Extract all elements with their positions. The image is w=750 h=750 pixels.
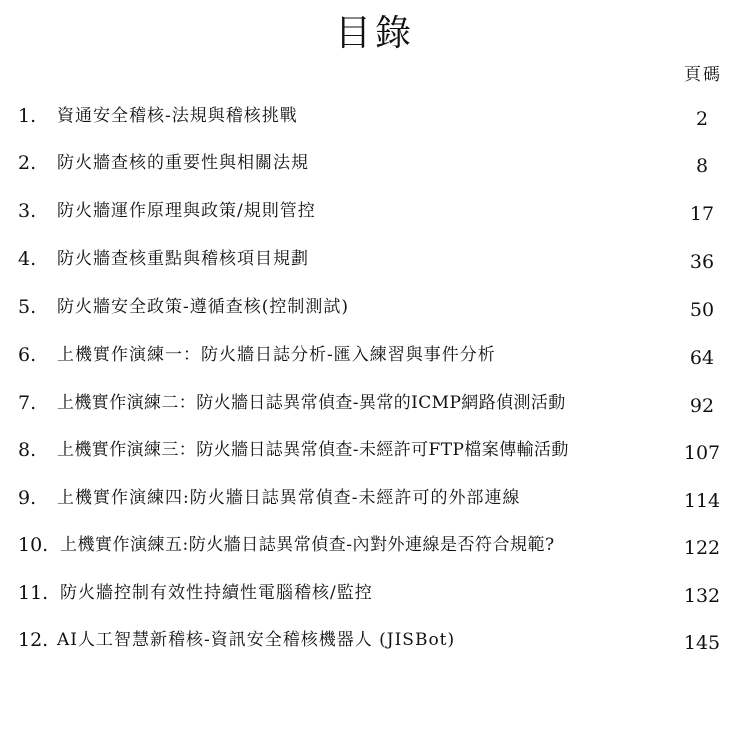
toc-entry-12[interactable]	[0, 620, 750, 654]
toc-entry-page: 2	[695, 108, 709, 130]
toc-entry-number: 4.	[18, 248, 37, 270]
toc-entry-title: 上機實作演練三：防火牆日誌異常偵查-未經許可FTP檔案傳輸活動	[57, 440, 569, 460]
toc-entry-2[interactable]	[0, 143, 750, 177]
toc-entry-number: 10.	[18, 534, 49, 556]
toc-entry-page: 132	[683, 585, 721, 607]
toc-entry-page: 145	[683, 632, 721, 654]
toc-entry-number: 2.	[18, 152, 37, 174]
toc-entry-page: 92	[689, 395, 715, 417]
toc-entry-page: 8	[695, 155, 709, 177]
toc-entry-10[interactable]	[0, 525, 750, 559]
toc-entry-title: 資通安全稽核-法規與稽核挑戰	[57, 106, 298, 126]
page-title: 目錄	[334, 13, 415, 54]
toc-entry-page: 17	[689, 203, 715, 225]
page-number-column-header: 頁碼	[684, 65, 722, 85]
toc-entry-number: 7.	[18, 392, 37, 414]
toc-entry-number: 11.	[18, 582, 49, 604]
toc-entry-title: 防火牆運作原理與政策/規則管控	[57, 201, 316, 221]
toc-entry-3[interactable]	[0, 191, 750, 225]
toc-entry-title: 上機實作演練四:防火牆日誌異常偵查-未經許可的外部連線	[57, 488, 521, 508]
toc-entry-title: 防火牆控制有效性持續性電腦稽核/監控	[60, 583, 373, 603]
toc-entry-page: 36	[689, 251, 715, 273]
toc-entry-title: AI人工智慧新稽核-資訊安全稽核機器人 (JISBot)	[57, 630, 456, 650]
toc-entry-number: 8.	[18, 439, 37, 461]
toc-entry-5[interactable]	[0, 287, 750, 321]
toc-entry-number: 6.	[18, 344, 37, 366]
toc-entry-11[interactable]	[0, 573, 750, 607]
toc-entry-page: 64	[689, 347, 715, 369]
toc-entry-title: 上機實作演練二：防火牆日誌異常偵查-異常的ICMP網路偵測活動	[57, 393, 566, 413]
toc-entry-title: 防火牆查核的重要性與相關法規	[57, 153, 309, 173]
toc-entry-title: 防火牆安全政策-遵循查核(控制測試)	[57, 297, 350, 317]
toc-entry-number: 12.	[18, 629, 49, 651]
toc-entry-page: 122	[683, 537, 721, 559]
toc-entry-page: 114	[683, 490, 721, 512]
toc-entry-7[interactable]	[0, 383, 750, 417]
toc-entry-number: 9.	[18, 487, 37, 509]
toc-entry-9[interactable]	[0, 478, 750, 512]
toc-entry-6[interactable]	[0, 335, 750, 369]
toc-entry-number: 1.	[18, 105, 37, 127]
toc-entry-8[interactable]	[0, 430, 750, 464]
toc-entry-title: 防火牆查核重點與稽核項目規劃	[57, 249, 309, 269]
toc-entry-page: 107	[683, 442, 721, 464]
toc-entry-4[interactable]	[0, 239, 750, 273]
toc-entry-number: 5.	[18, 296, 37, 318]
toc-entry-title: 上機實作演練五:防火牆日誌異常偵查-內對外連線是否符合規範?	[60, 535, 555, 555]
toc-entry-1[interactable]	[0, 96, 750, 130]
toc-entry-number: 3.	[18, 200, 37, 222]
toc-entry-page: 50	[689, 299, 715, 321]
toc-entry-title: 上機實作演練一：防火牆日誌分析-匯入練習與事件分析	[57, 345, 496, 365]
